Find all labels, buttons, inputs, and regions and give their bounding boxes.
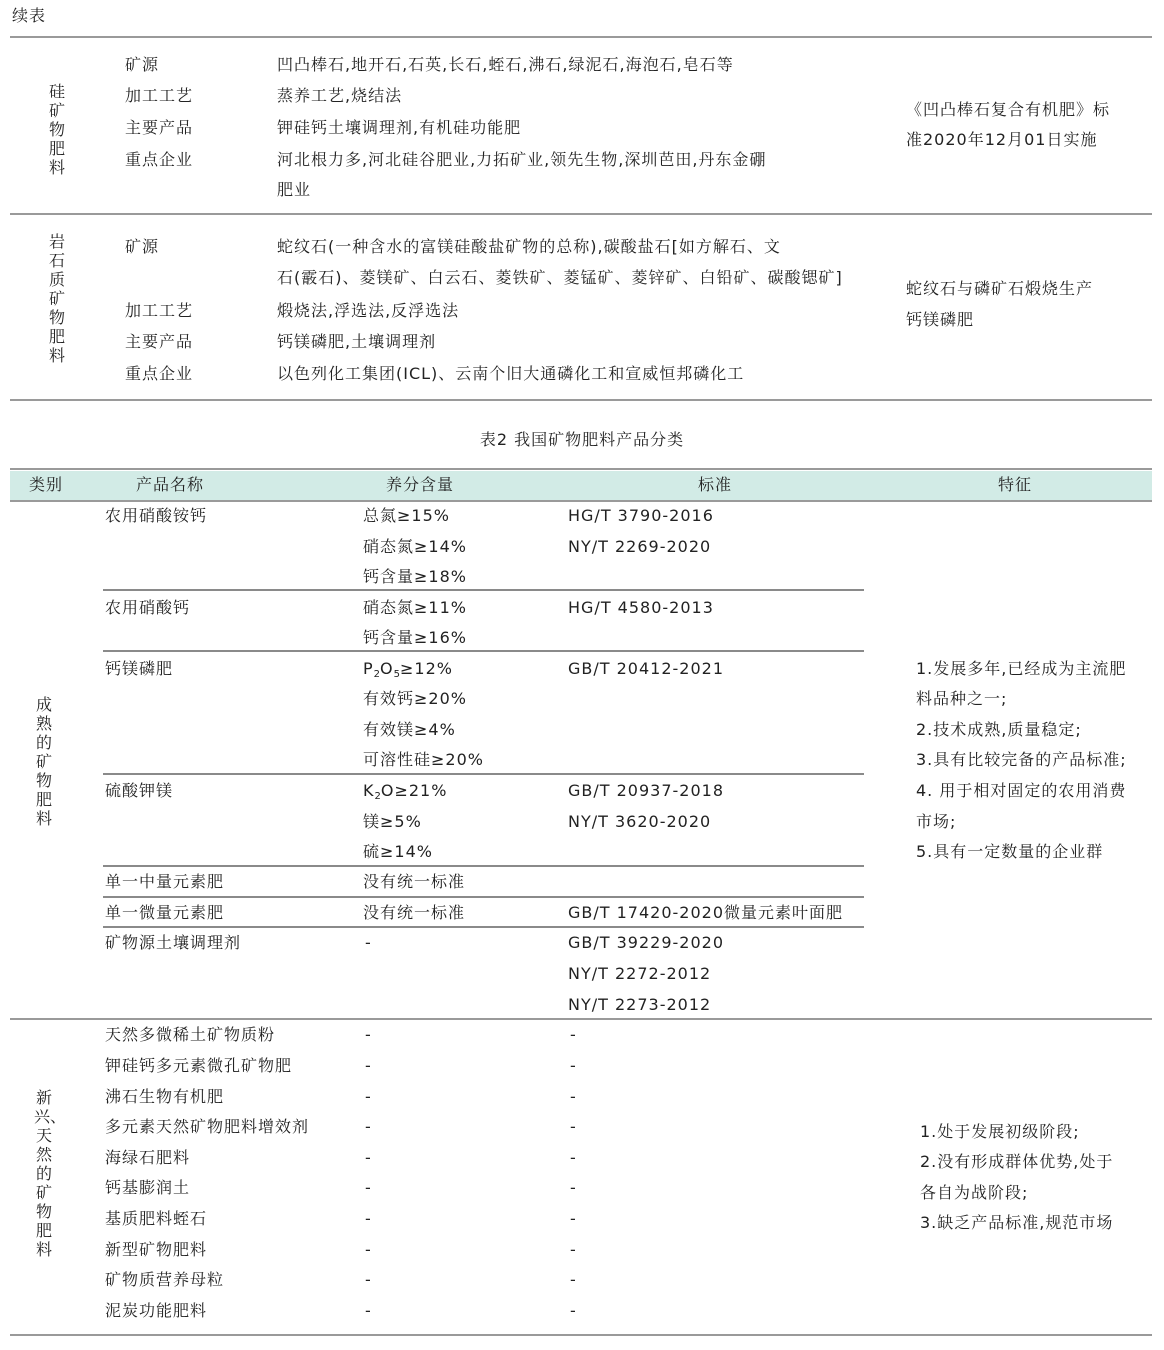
- feature-line: 各自为战阶段;: [920, 1183, 1029, 1202]
- nutrient-value-k2o: K2O≥21%: [363, 781, 448, 802]
- table1-row-label: 主要产品: [125, 118, 194, 137]
- table1-row-text: 蒸养工艺,烧结法: [277, 86, 403, 105]
- standard-code: -: [570, 1025, 577, 1044]
- table1-row-label: 主要产品: [125, 332, 194, 351]
- standard-code: -: [570, 1117, 577, 1136]
- category-label: 新兴、天然的矿物肥料: [34, 1088, 67, 1259]
- table1-row-text: 肥业: [277, 180, 312, 199]
- standard-code: HG/T 3790-2016: [568, 506, 714, 525]
- table2-top-rule: [10, 468, 1152, 470]
- nutrient-value: 有效钙≥20%: [363, 689, 467, 708]
- table1-top-rule: [10, 36, 1152, 38]
- product-name: 沸石生物有机肥: [105, 1087, 225, 1106]
- nutrient-value: -: [365, 1148, 372, 1167]
- feature-line: 料品种之一;: [916, 689, 1008, 708]
- product-name: 基质肥料蛭石: [105, 1209, 208, 1228]
- standard-code: NY/T 2273-2012: [568, 995, 712, 1014]
- table1-row-text: 煅烧法,浮选法,反浮选法: [277, 301, 460, 320]
- table1-row-text: 凹凸棒石,地开石,石英,长石,蛭石,沸石,绿泥石,海泡石,皂石等: [277, 55, 734, 74]
- product-name: 单一微量元素肥: [105, 903, 225, 922]
- feature-line: 4. 用于相对固定的农用消费: [916, 781, 1127, 800]
- standard-code: -: [570, 1301, 577, 1320]
- header-standard: 标准: [697, 475, 732, 494]
- table1-row-text: 钙镁磷肥,土壤调理剂: [277, 332, 437, 351]
- standard-code: HG/T 4580-2013: [568, 598, 714, 617]
- header-nutrients: 养分含量: [385, 475, 454, 494]
- table1-row-text: 石(霰石)、菱镁矿、白云石、菱铁矿、菱锰矿、菱锌矿、白铅矿、碳酸锶矿]: [277, 268, 843, 287]
- nutrient-value: 钙含量≥16%: [363, 628, 467, 647]
- nutrient-value: 没有统一标准: [363, 872, 466, 891]
- feature-line: 1.发展多年,已经成为主流肥: [916, 659, 1127, 678]
- feature-line: 市场;: [916, 812, 957, 831]
- row-divider: [103, 926, 864, 928]
- product-name: 钙镁磷肥: [105, 659, 174, 678]
- nutrient-value: -: [365, 1209, 372, 1228]
- standard-code: GB/T 20937-2018: [568, 781, 725, 800]
- table1-group-name: 硅矿物肥料: [48, 82, 65, 177]
- row-divider: [103, 896, 864, 898]
- nutrient-value: 硝态氮≥14%: [363, 537, 467, 556]
- table1-group-name: 岩石质矿物肥料: [48, 232, 65, 365]
- nutrient-value: -: [365, 1056, 372, 1075]
- table1-bottom-rule: [10, 399, 1152, 401]
- table1-row-label: 重点企业: [125, 364, 194, 383]
- nutrient-value: -: [365, 1117, 372, 1136]
- standard-code: -: [570, 1148, 577, 1167]
- row-divider: [103, 650, 864, 652]
- standard-code: -: [570, 1240, 577, 1259]
- nutrient-value: -: [365, 1178, 372, 1197]
- nutrient-value: 硝态氮≥11%: [363, 598, 467, 617]
- nutrient-value: -: [365, 1270, 372, 1289]
- table1-row-text: 钾硅钙土壤调理剂,有机硅功能肥: [277, 118, 522, 137]
- product-name: 农用硝酸钙: [105, 598, 191, 617]
- nutrient-value: -: [365, 933, 372, 952]
- table1-note: 准2020年12月01日实施: [906, 130, 1098, 149]
- table1-row-text: 河北根力多,河北硅谷肥业,力拓矿业,领先生物,深圳芭田,丹东金硼: [277, 150, 767, 169]
- table1-note: 蛇纹石与磷矿石煅烧生产: [906, 279, 1094, 298]
- feature-line: 2.技术成熟,质量稳定;: [916, 720, 1082, 739]
- standard-code: NY/T 2272-2012: [568, 964, 712, 983]
- product-name: 硫酸钾镁: [105, 781, 174, 800]
- nutrient-value: -: [365, 1025, 372, 1044]
- product-name: 单一中量元素肥: [105, 872, 225, 891]
- product-name: 泥炭功能肥料: [105, 1301, 208, 1320]
- standard-code: GB/T 20412-2021: [568, 659, 725, 678]
- table1-row-label: 矿源: [125, 237, 160, 256]
- table1-note: 钙镁磷肥: [906, 310, 975, 329]
- table1-note: 《凹凸棒石复合有机肥》标: [906, 100, 1111, 119]
- nutrient-value: 可溶性硅≥20%: [363, 750, 484, 769]
- standard-code: NY/T 3620-2020: [568, 812, 712, 831]
- category-label: 成熟的矿物肥料: [35, 695, 52, 828]
- header-product-name: 产品名称: [135, 475, 204, 494]
- table1-row-label: 加工工艺: [125, 301, 194, 320]
- nutrient-value: -: [365, 1240, 372, 1259]
- row-divider: [103, 589, 864, 591]
- row-divider: [103, 865, 864, 867]
- product-name: 钾硅钙多元素微孔矿物肥: [105, 1056, 293, 1075]
- product-name: 新型矿物肥料: [105, 1240, 208, 1259]
- standard-code: -: [570, 1056, 577, 1075]
- product-name: 农用硝酸铵钙: [105, 506, 208, 525]
- standard-code: -: [570, 1087, 577, 1106]
- nutrient-value: 硫≥14%: [363, 842, 433, 861]
- product-name: 海绿石肥料: [105, 1148, 191, 1167]
- header-features: 特征: [997, 475, 1032, 494]
- nutrient-value-p2o5: P2O5≥12%: [363, 659, 453, 680]
- table2-header-rule: [10, 500, 1152, 502]
- nutrient-value: 总氮≥15%: [363, 506, 450, 525]
- row-divider: [103, 773, 864, 775]
- nutrient-value: -: [365, 1087, 372, 1106]
- product-name: 钙基膨润土: [105, 1178, 191, 1197]
- table1-row-label: 加工工艺: [125, 86, 194, 105]
- table1-row-text: 蛇纹石(一种含水的富镁硅酸盐矿物的总称),碳酸盐石[如方解石、文: [277, 237, 781, 256]
- table1-row-label: 矿源: [125, 55, 160, 74]
- header-category: 类别: [28, 475, 63, 494]
- product-name: 天然多微稀土矿物质粉: [105, 1025, 276, 1044]
- table1-row-text: 以色列化工集团(ICL)、云南个旧大通磷化工和宣威恒邦磷化工: [277, 364, 745, 383]
- standard-code: GB/T 39229-2020: [568, 933, 725, 952]
- table2-caption: 表2 我国矿物肥料产品分类: [479, 430, 685, 449]
- standard-code: GB/T 17420-2020微量元素叶面肥: [568, 903, 844, 922]
- feature-line: 3.缺乏产品标准,规范市场: [920, 1213, 1114, 1232]
- standard-code: -: [570, 1209, 577, 1228]
- nutrient-value: 没有统一标准: [363, 903, 466, 922]
- nutrient-value: 钙含量≥18%: [363, 567, 467, 586]
- standard-code: -: [570, 1270, 577, 1289]
- table2-group-divider: [10, 1018, 1152, 1020]
- product-name: 矿物质营养母粒: [105, 1270, 225, 1289]
- product-name: 矿物源土壤调理剂: [105, 933, 242, 952]
- standard-code: NY/T 2269-2020: [568, 537, 712, 556]
- continued-label: 续表: [12, 6, 47, 25]
- feature-line: 2.没有形成群体优势,处于: [920, 1152, 1114, 1171]
- table2-bottom-rule: [10, 1334, 1152, 1336]
- feature-line: 5.具有一定数量的企业群: [916, 842, 1104, 861]
- table1-group-divider: [10, 213, 1152, 215]
- table1-row-label: 重点企业: [125, 150, 194, 169]
- standard-code: -: [570, 1178, 577, 1197]
- nutrient-value: 有效镁≥4%: [363, 720, 456, 739]
- nutrient-value: 镁≥5%: [363, 812, 422, 831]
- feature-line: 1.处于发展初级阶段;: [920, 1122, 1080, 1141]
- product-name: 多元素天然矿物肥料增效剂: [105, 1117, 310, 1136]
- feature-line: 3.具有比较完备的产品标准;: [916, 750, 1127, 769]
- nutrient-value: -: [365, 1301, 372, 1320]
